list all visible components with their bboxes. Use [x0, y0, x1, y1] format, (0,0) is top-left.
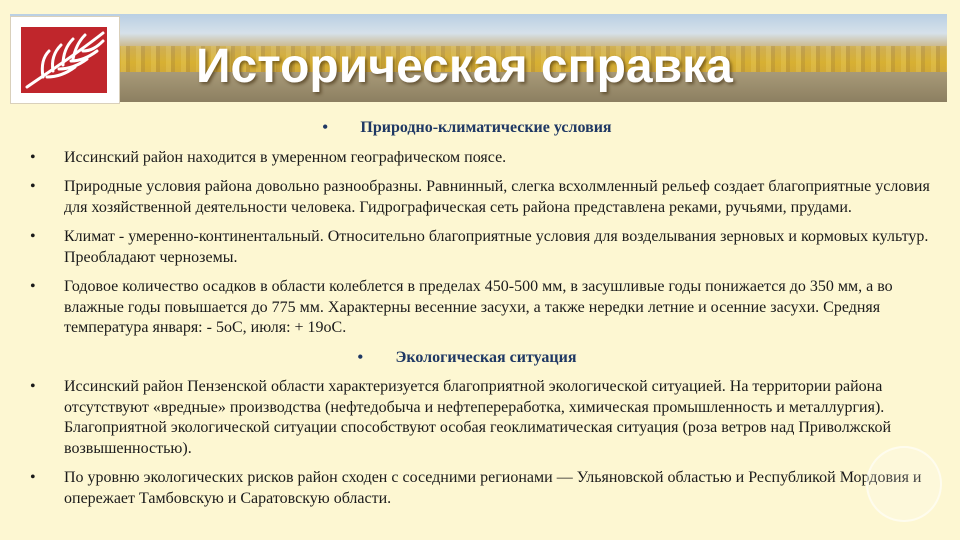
page-title: Историческая справка: [196, 40, 733, 93]
bullet-icon: •: [30, 178, 36, 195]
bullet-icon: •: [30, 378, 36, 395]
list-item: [30, 148, 942, 169]
list-item-text: Годовое количество осадков в области колеблется в пределах 450-500 мм, в засушливые годы понижается до 350 мм, а во влажные годы повышается до 775 мм. Характерны весенние засухи, а также нередки летние и осенние засухи. Средняя температура января: - 5оС, июля: + 19оС.: [64, 278, 893, 336]
bullet-icon: •: [30, 469, 36, 486]
circle-watermark-icon: [866, 446, 942, 522]
list-item-text: Климат - умеренно-континентальный. Относительно благоприятные условия для возделывания зерновых и кормовых культур. Преобладают черноземы.: [64, 228, 929, 266]
content-body: [30, 118, 942, 518]
list-item-text: Иссинский район находится в умеренном географическом поясе.: [64, 148, 507, 166]
section-heading-ecology: [30, 348, 942, 369]
list-item-text: Иссинский район Пензенской области характеризуется благоприятной экологической ситуацией. На территории района отсутствуют «вредные» производства (нефтедобыча и нефтепереработка, химическая промышленность и металлургия). Благоприятной экологической ситуации способствуют особая геоклиматическая ситуация (роза ветров над Приволжской возвышенностью).: [64, 378, 892, 457]
list-item-text: По уровню экологических рисков район сходен с соседними регионами — Ульяновской областью и Республикой Мордовия и опережает Тамбовскую и Саратовскую области.: [64, 469, 922, 507]
list-item: [30, 277, 942, 339]
wheat-emblem-icon: [10, 16, 120, 104]
bullet-icon: •: [30, 228, 36, 245]
section-heading-label: • Природно-климатические условия: [360, 119, 611, 136]
list-item: [30, 177, 942, 218]
list-item: [30, 227, 942, 268]
bullet-icon: •: [30, 278, 36, 295]
bullet-icon: •: [30, 148, 36, 166]
section-heading-label: • Экологическая ситуация: [395, 349, 576, 366]
list-item: [30, 468, 942, 509]
list-item: [30, 377, 942, 459]
list-item-text: Природные условия района довольно разнообразны. Равнинный, слегка всхолмленный рельеф создает благоприятные условия для хозяйственной деятельности человека. Гидрографическая сеть района представлена реками, ручьями, прудами.: [64, 178, 930, 216]
section-heading-climate: [30, 118, 942, 139]
